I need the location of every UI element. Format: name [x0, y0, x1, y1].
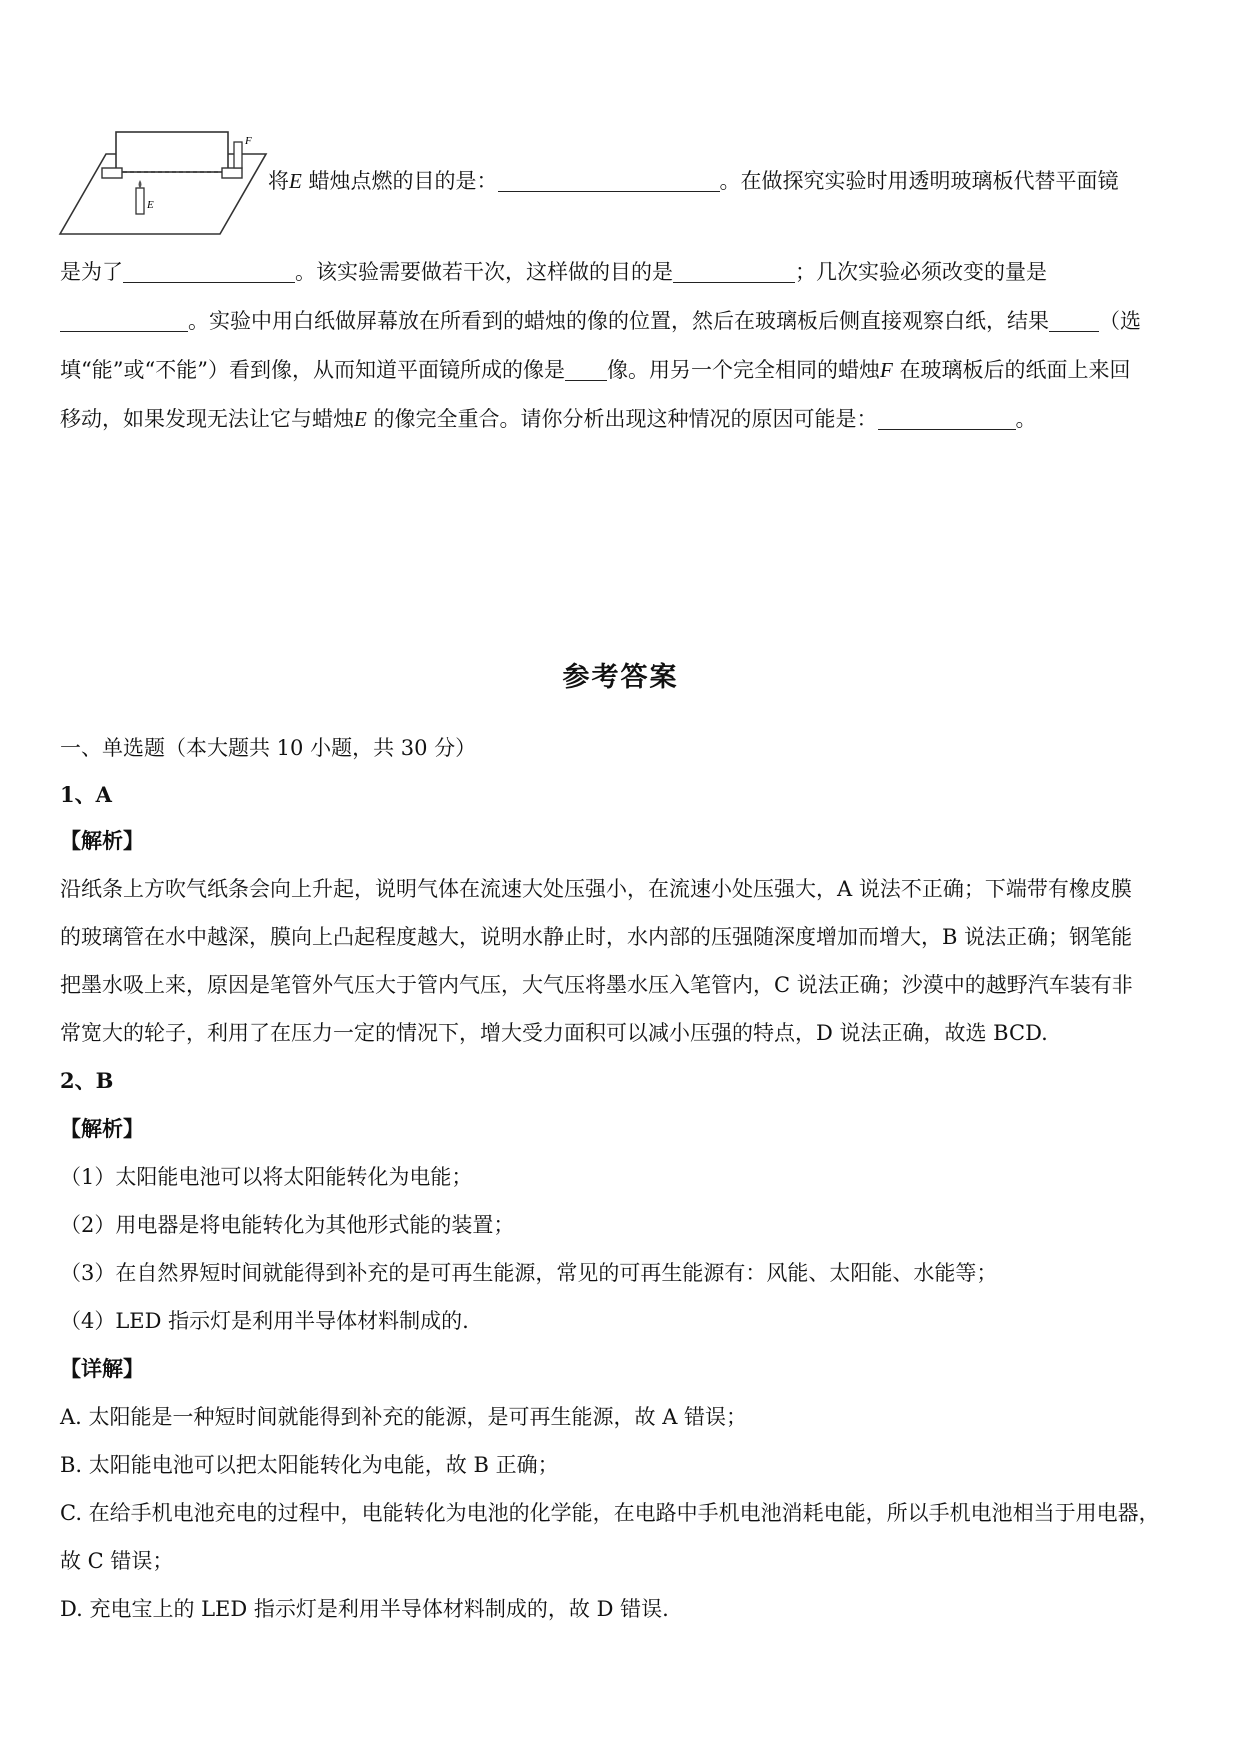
- q1-text-line: 沿纸条上方吹气纸条会向上升起，说明气体在流速大处压强小，在流速小处压强大，A 说法不正确；下端带有橡皮膜: [60, 877, 1132, 901]
- answers-title: 参考答案: [562, 662, 679, 693]
- q1-analysis-label: 【解析】: [60, 828, 144, 853]
- mirror-experiment-figure: [58, 128, 268, 240]
- section-heading: 一、单选题（本大题共 10 小题，共 30 分）: [60, 736, 477, 760]
- candle-f: [234, 142, 242, 168]
- q1-text-line: 把墨水吸上来，原因是笔管外气压大于管内气压，大气压将墨水压入笔管内，C 说法正确；沙漠中的越野汽车装有非: [60, 973, 1133, 997]
- q1-heading: 1、A: [60, 782, 112, 807]
- candle-f-label: F: [245, 135, 252, 147]
- q2-detail-line: D. 充电宝上的 LED 指示灯是利用半导体材料制成的，故 D 错误.: [60, 1597, 669, 1621]
- q2-analysis-line: （1）太阳能电池可以将太阳能转化为电能；: [60, 1165, 473, 1189]
- left-stand: [102, 168, 122, 178]
- q2-detail-label: 【详解】: [60, 1356, 144, 1381]
- answer-blank-2[interactable]: [123, 260, 295, 283]
- q2-analysis-label: 【解析】: [60, 1116, 144, 1141]
- answer-blank-1[interactable]: [498, 169, 720, 192]
- answer-blank-5[interactable]: [1049, 309, 1099, 332]
- answer-blank-3[interactable]: [673, 260, 795, 283]
- q2-analysis-line: （2）用电器是将电能转化为其他形式能的装置；: [60, 1213, 515, 1237]
- candle-e: [136, 188, 144, 214]
- answer-blank-4[interactable]: [60, 309, 188, 332]
- candle-e-label: E: [147, 199, 154, 211]
- q1-text-line: 的玻璃管在水中越深，膜向上凸起程度越大，说明水静止时，水内部的压强随深度增加而增大，B 说法正确；钢笔能: [60, 925, 1133, 949]
- question-line-5: 移动，如果发现无法让它与蜡烛E 的像完全重合。请你分析出现这种情况的原因可能是： 。: [60, 407, 1037, 431]
- q2-detail-line: A. 太阳能是一种短时间就能得到补充的能源，是可再生能源，故 A 错误；: [60, 1405, 748, 1429]
- q2-heading: 2、B: [60, 1068, 114, 1093]
- q2-detail-line: 故 C 错误；: [60, 1549, 174, 1573]
- question-line-3: 。实验中用白纸做屏幕放在所看到的蜡烛的像的位置，然后在玻璃板后侧直接观察白纸，结果 （选: [60, 306, 1181, 336]
- right-stand: [222, 168, 242, 178]
- flame-icon: [139, 180, 142, 188]
- answer-blank-7[interactable]: [878, 407, 1016, 430]
- glass-plate: [116, 132, 228, 172]
- question-line-1: 将E 蜡烛点燃的目的是： 。在做探究实验时用透明玻璃板代替平面镜: [268, 169, 1119, 193]
- q2-analysis-line: （3）在自然界短时间就能得到补充的是可再生能源，常见的可再生能源有：风能、太阳能、水能等；: [60, 1261, 998, 1285]
- q2-analysis-line: （4）LED 指示灯是利用半导体材料制成的.: [60, 1309, 469, 1333]
- question-line-2: 是为了 。该实验需要做若干次，这样做的目的是 ；几次实验必须改变的量是: [60, 260, 1047, 284]
- q2-detail-line: C. 在给手机电池充电的过程中，电能转化为电池的化学能，在电路中手机电池消耗电能，所以手机电池相当于用电器，: [60, 1501, 1160, 1525]
- q2-detail-line: B. 太阳能电池可以把太阳能转化为电能，故 B 正确；: [60, 1453, 559, 1477]
- q1-text-line: 常宽大的轮子，利用了在压力一定的情况下，增大受力面积可以减小压强的特点，D 说法正确，故选 BCD.: [60, 1021, 1048, 1045]
- answer-blank-6[interactable]: [565, 358, 607, 381]
- question-line-4: 填“能”或“不能”）看到像，从而知道平面镜所成的像是 像。用另一个完全相同的蜡烛F 在玻璃板后的纸面上来回: [60, 358, 1131, 382]
